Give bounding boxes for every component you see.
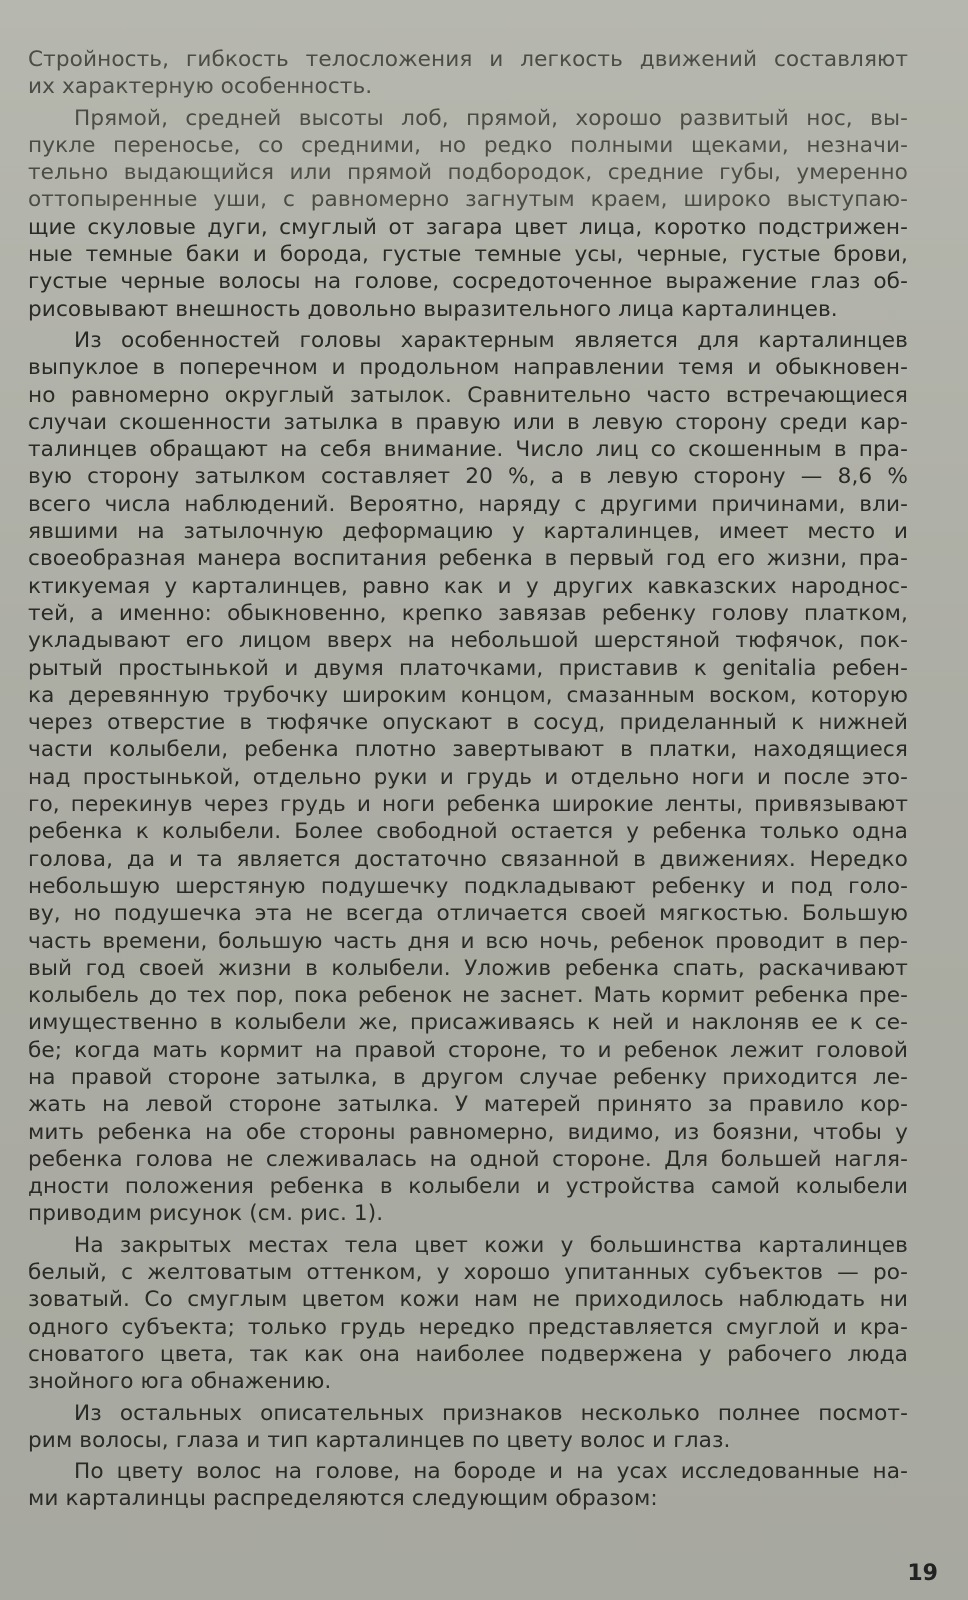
text-line: но равномерно округлый затылок. Сравнительно часто встречающиеся [28,382,908,408]
paragraph-5 [28,1400,908,1455]
text-line: голова, да и та является достаточно связанной в движениях. Нередко [28,846,908,872]
text-line: их характерную особенность. [28,74,373,100]
text-line: Из остальных описательных признаков несколько полнее посмот- [74,1400,908,1426]
text-line: над простынькой, отдельно руки и грудь и отдельно ноги и после это- [28,764,908,790]
text-line: небольшую шерстяную подушечку подкладывают ребенку и под голо- [28,873,908,899]
text-line: имущественно в колыбели же, присаживаясь к ней и наклоняв ее к се- [28,1010,908,1036]
text-line: части колыбели, ребенка плотно завертывают в платки, находящиеся [28,737,908,763]
text-line: Прямой, средней высоты лоб, прямой, хорошо развитый нос, вы- [74,105,908,131]
text-line: Стройность, гибкость телосложения и легкость движений составляют [28,47,908,72]
text-line: Из особенностей головы характерным является для карталинцев [74,327,908,353]
text-line: ми карталинцы распределяются следующим образом: [28,1486,658,1512]
text-line: мить ребенка на обе стороны равномерно, видимо, из боязни, чтобы у [28,1119,908,1145]
paragraph-2 [28,105,908,323]
text-line: одного субъекта; только грудь нередко представляется смуглой и кра- [28,1314,908,1340]
text-line: вую сторону затылком составляет 20 %, а в левую сторону — 8,6 % [28,464,908,490]
text-line: тельно выдающийся или прямой подбородок, средние губы, умеренно [28,160,908,186]
text-line: выпуклое в поперечном и продольном направлении темя и обыкновен- [28,355,908,381]
text-line: на правой стороне затылка, в другом случае ребенку приходится ле- [28,1064,908,1090]
text-line: колыбель до тех пор, пока ребенок не заснет. Мать кормит ребенка пре- [28,983,908,1009]
text-line: белый, с желтоватым оттенком, у хорошо упитанных субъектов — ро- [28,1260,908,1286]
text-line: На закрытых местах тела цвет кожи у большинства карталинцев [74,1232,908,1258]
text-line: рим волосы, глаза и тип карталинцев по цвету волос и глаз. [28,1427,731,1453]
text-line: сноватого цвета, так как она наиболее подвержена у рабочего люда [28,1341,908,1367]
text-line: талинцев обращают на себя внимание. Число лиц со скошенным в пра- [28,437,908,463]
body-text [28,46,908,1517]
text-line: ные темные баки и борода, густые темные усы, черные, густые брови, [28,242,908,268]
text-line: знойного юга обнажению. [28,1369,332,1395]
text-line: пукле переносье, со средними, но редко полными щеками, незначи- [28,132,908,158]
text-line: своеобразная манера воспитания ребенка в первый год его жизни, пра- [28,546,908,572]
paragraph-6 [28,1458,908,1513]
text-line: приводим рисунок (см. рис. 1). [28,1201,384,1227]
text-line: го, перекинув через грудь и ноги ребенка широкие ленты, привязывают [28,792,908,818]
text-line: рытый простынькой и двумя платочками, приставив к genitalia ребен- [28,655,908,681]
text-line: По цвету волос на голове, на бороде и на усах исследованные на- [74,1459,908,1485]
text-line: ка деревянную трубочку широким концом, смазанным воском, которую [28,682,908,708]
text-line: часть времени, большую часть дня и всю ночь, ребенок проводит в пер- [28,928,908,954]
text-line: тей, а именно: обыкновенно, крепко завязав ребенку голову платком, [28,600,908,626]
text-line: случаи скошенности затылка в правую или в левую сторону среди кар- [28,409,908,435]
text-line: ребенка голова не слеживалась на одной стороне. Для большей нагля- [28,1146,908,1172]
text-line: оттопыренные уши, с равномерно загнутым краем, широко выступаю- [28,187,908,213]
text-line: ву, но подушечка эта не всегда отличается своей мягкостью. Большую [28,901,908,927]
text-line: всего числа наблюдений. Вероятно, наряду с другими причинами, вли- [28,491,908,517]
text-line: щие скуловые дуги, смуглый от загара цвет лица, коротко подстрижен- [28,214,908,240]
text-line: зоватый. Со смуглым цветом кожи нам не приходилось наблюдать ни [28,1287,908,1313]
paragraph-3 [28,327,908,1228]
text-line: ребенка к колыбели. Более свободной остается у ребенка только одна [28,819,908,845]
text-line: укладывают его лицом вверх на небольшой шерстяной тюфячок, пок- [28,628,908,654]
page-number: 19 [907,1561,938,1586]
text-line: ктикуемая у карталинцев, равно как и у других кавказских народнос- [28,573,908,599]
paragraph-1 [28,46,908,101]
text-line: густые черные волосы на голове, сосредоточенное выражение глаз об- [28,269,908,295]
paragraph-4 [28,1232,908,1396]
text-line: через отверстие в тюфячке опускают в сосуд, приделанный к нижней [28,710,908,736]
text-line: бе; когда мать кормит на правой стороне, то и ребенок лежит головой [28,1037,908,1063]
text-line: дности положения ребенка в колыбели и устройства самой колыбели [28,1174,908,1200]
text-line: вый год своей жизни в колыбели. Уложив ребенка спать, раскачивают [28,955,908,981]
text-line: рисовывают внешность довольно выразительного лица карталинцев. [28,296,838,322]
text-line: явшими на затылочную деформацию у карталинцев, имеет место и [28,519,908,545]
text-line: жать на левой стороне затылка. У матерей принято за правило кор- [28,1092,908,1118]
